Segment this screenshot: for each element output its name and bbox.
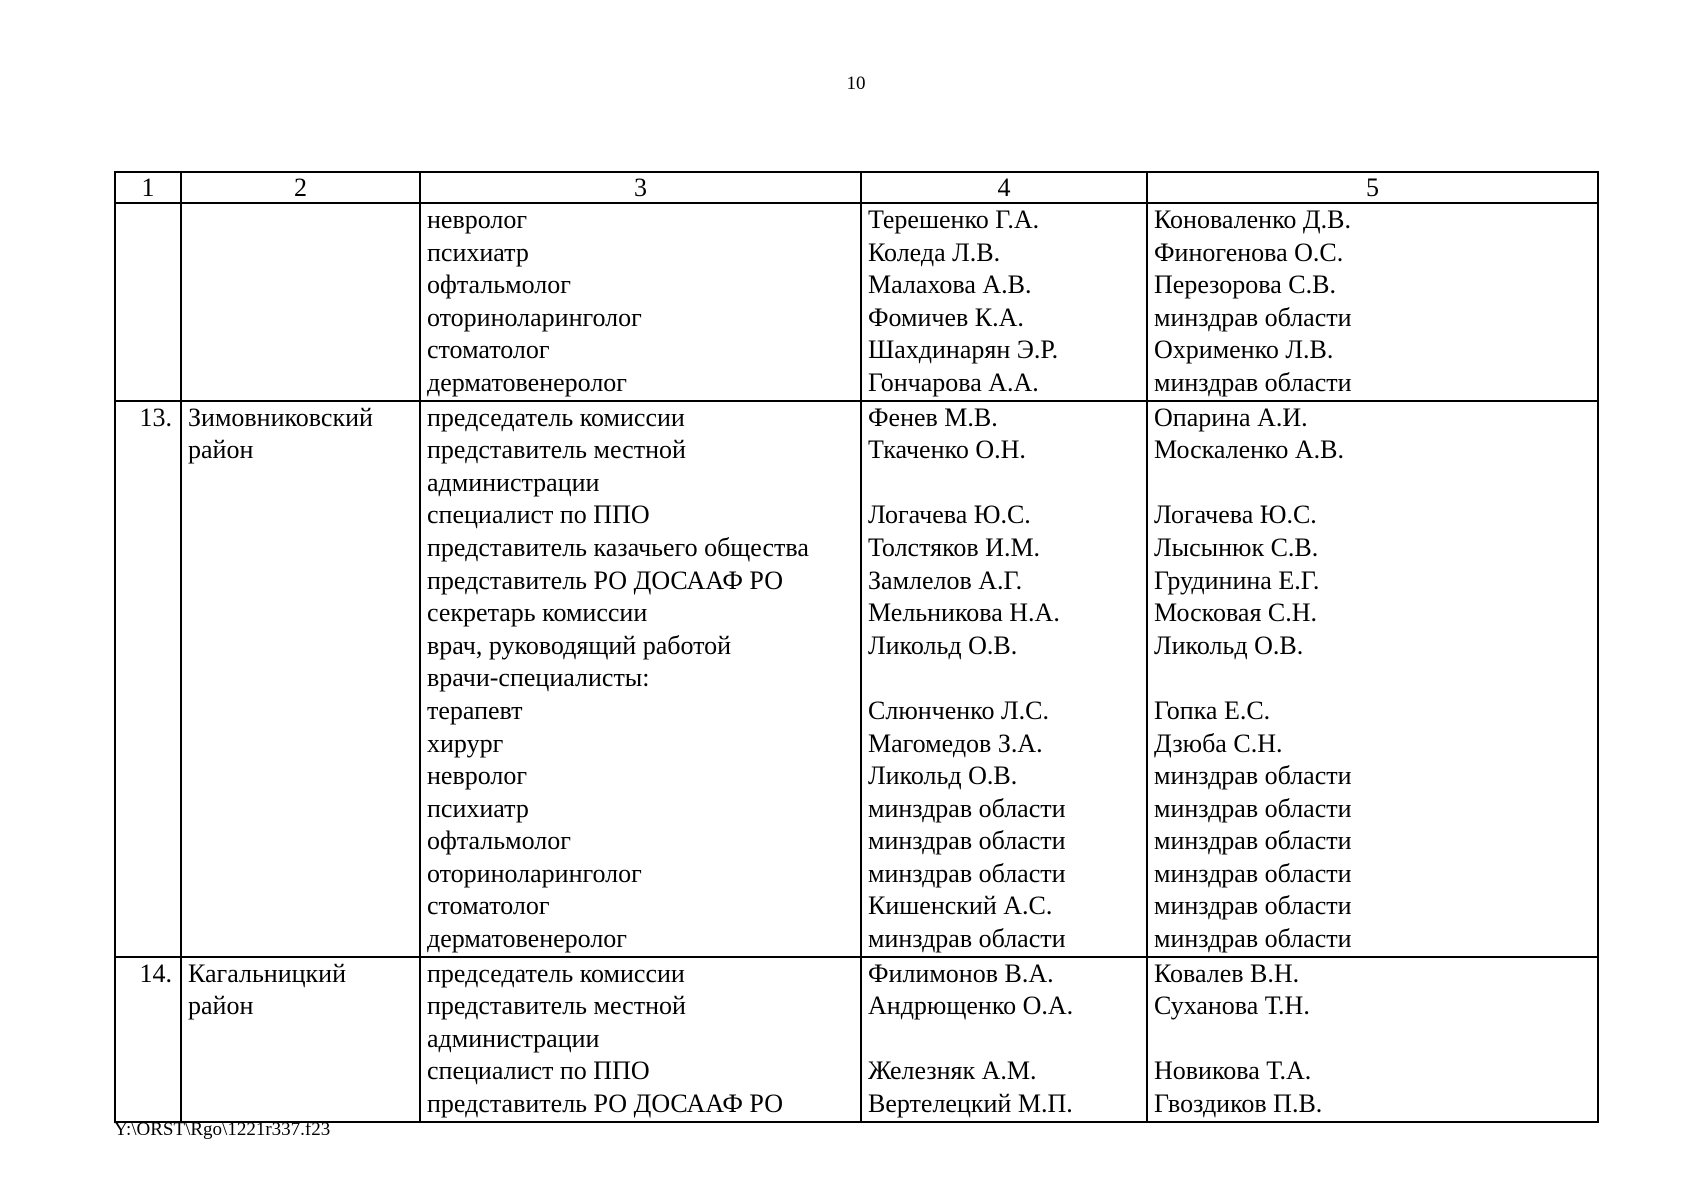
cell-line: Коледа Л.В.	[868, 237, 1001, 267]
cell-line	[182, 269, 419, 302]
cell-line: минздрав области	[1154, 761, 1352, 791]
cell-line: Москаленко А.В.	[1154, 435, 1345, 465]
column-header-3: 3	[420, 172, 861, 203]
cell-line: Гвоздиков П.В.	[1154, 1089, 1323, 1119]
cell-line: Фомичев К.А.	[868, 302, 1024, 332]
cell-line	[182, 1055, 419, 1088]
cell-line: невролог	[427, 761, 528, 791]
cell-line	[116, 467, 180, 500]
cell-line	[116, 237, 180, 270]
cell-line: оториноларинголог	[427, 858, 642, 888]
reserve-member-cell	[1147, 957, 1598, 1122]
cell-line: Логачева Ю.С.	[868, 500, 1031, 530]
cell-line: Ткаченко О.Н.	[868, 435, 1026, 465]
cell-line: Терешенко Г.А.	[868, 205, 1040, 234]
cell-line: оториноларинголог	[427, 302, 642, 332]
cell-line: Ликольд О.В.	[868, 630, 1018, 660]
column-header-2: 2	[181, 172, 420, 203]
cell-line: Гопка Е.С.	[1154, 695, 1271, 725]
cell-line: Малахова А.В.	[868, 270, 1032, 300]
file-path-footer: Y:\ORST\Rgo\1221r337.f23	[114, 1119, 331, 1140]
role-cell	[420, 401, 861, 957]
row-number-cell	[115, 203, 181, 401]
cell-line: представитель местной	[427, 435, 686, 465]
cell-line: терапевт	[427, 695, 523, 725]
cell-line: специалист по ППО	[427, 500, 650, 530]
cell-line: представитель РО ДОСААФ РО	[427, 565, 783, 595]
cell-line	[182, 695, 419, 728]
cell-line: Шахдинарян Э.Р.	[868, 335, 1059, 365]
cell-line: Фенев М.В.	[868, 402, 998, 432]
cell-line: специалист по ППО	[427, 1056, 650, 1086]
cell-line	[116, 532, 180, 565]
cell-line	[116, 302, 180, 335]
column-header-4: 4	[861, 172, 1147, 203]
cell-line: Опарина А.И.	[1154, 402, 1308, 432]
cell-line	[116, 695, 180, 728]
cell-line	[116, 728, 180, 761]
cell-line: минздрав области	[1154, 924, 1352, 954]
cell-line	[182, 630, 419, 663]
cell-line: район	[188, 435, 254, 465]
cell-line	[182, 825, 419, 858]
column-header-1: 1	[115, 172, 181, 203]
cell-line: стоматолог	[427, 891, 550, 921]
cell-line: Лысынюк С.В.	[1154, 532, 1319, 562]
cell-line: Зимовниковский	[188, 402, 373, 432]
cell-line	[116, 597, 180, 630]
cell-line: Ликольд О.В.	[868, 761, 1018, 791]
reserve-member-cell	[1147, 203, 1598, 401]
cell-line: минздрав области	[868, 858, 1066, 888]
cell-line	[116, 367, 180, 400]
cell-line: дерматовенеролог	[427, 367, 627, 397]
cell-line: председатель комиссии	[427, 958, 685, 988]
cell-line	[116, 630, 180, 663]
cell-line: 13.	[139, 402, 172, 432]
cell-line: Вертелецкий М.П.	[868, 1089, 1073, 1119]
cell-line	[182, 760, 419, 793]
cell-line: Слюнченко Л.С.	[868, 695, 1049, 725]
cell-line	[116, 334, 180, 367]
cell-line: Охрименко Л.В.	[1154, 335, 1334, 365]
cell-line: психиатр	[427, 793, 529, 823]
cell-line	[116, 760, 180, 793]
cell-line	[1148, 662, 1597, 695]
primary-member-cell	[861, 203, 1147, 401]
cell-line	[1148, 1023, 1597, 1056]
cell-line	[182, 367, 419, 400]
cell-line: администрации	[427, 467, 600, 497]
cell-line: хирург	[427, 728, 504, 758]
cell-line: Дзюба С.Н.	[1154, 728, 1283, 758]
cell-line: Железняк А.М.	[868, 1056, 1037, 1086]
cell-line	[116, 858, 180, 891]
cell-line	[116, 1088, 180, 1121]
cell-line: минздрав области	[1154, 793, 1352, 823]
cell-line: офтальмолог	[427, 270, 571, 300]
cell-line	[182, 204, 419, 237]
cell-line: Логачева Ю.С.	[1154, 500, 1317, 530]
cell-line: Ликольд О.В.	[1154, 630, 1304, 660]
cell-line	[1148, 467, 1597, 500]
cell-line	[182, 1088, 419, 1121]
cell-line: представитель РО ДОСААФ РО	[427, 1089, 783, 1119]
cell-line: Кишенский А.С.	[868, 891, 1053, 921]
cell-line	[182, 565, 419, 598]
cell-line: Грудинина Е.Г.	[1154, 565, 1320, 595]
cell-line: секретарь комиссии	[427, 598, 648, 628]
cell-line: Новикова Т.А.	[1154, 1056, 1312, 1086]
cell-line	[182, 858, 419, 891]
column-header-5: 5	[1147, 172, 1598, 203]
cell-line	[116, 269, 180, 302]
role-cell	[420, 957, 861, 1122]
cell-line: администрации	[427, 1023, 600, 1053]
cell-line: Толстяков И.М.	[868, 532, 1041, 562]
cell-line	[182, 793, 419, 826]
cell-line: район	[188, 991, 254, 1021]
cell-line: минздрав области	[1154, 826, 1352, 856]
cell-line: психиатр	[427, 237, 529, 267]
table-row	[115, 203, 1598, 401]
commission-table	[114, 171, 1599, 1123]
header-row	[115, 172, 1598, 203]
cell-line	[182, 532, 419, 565]
cell-line	[182, 334, 419, 367]
cell-line: минздрав области	[868, 924, 1066, 954]
district-cell	[181, 203, 420, 401]
cell-line	[862, 467, 1146, 500]
cell-line: офтальмолог	[427, 826, 571, 856]
primary-member-cell	[861, 957, 1147, 1122]
cell-line: Гончарова А.А.	[868, 367, 1039, 397]
cell-line: минздрав области	[1154, 891, 1352, 921]
cell-line: Суханова Т.Н.	[1154, 991, 1310, 1021]
cell-line: Московая С.Н.	[1154, 598, 1318, 628]
cell-line: минздрав области	[1154, 858, 1352, 888]
cell-line	[116, 923, 180, 956]
cell-line: Кагальницкий	[188, 958, 347, 988]
cell-line: Мельникова Н.А.	[868, 598, 1060, 628]
cell-line	[182, 499, 419, 532]
cell-line: Замлелов А.Г.	[868, 565, 1023, 595]
cell-line: врач, руководящий работой	[427, 630, 732, 660]
cell-line: представитель местной	[427, 991, 686, 1021]
cell-line: минздрав области	[868, 793, 1066, 823]
cell-line: председатель комиссии	[427, 402, 685, 432]
cell-line	[116, 499, 180, 532]
table-row	[115, 401, 1598, 957]
cell-line: минздрав области	[1154, 302, 1352, 332]
cell-line: невролог	[427, 205, 528, 234]
page-number: 10	[846, 73, 866, 94]
cell-line: 14.	[139, 958, 172, 988]
cell-line: Филимонов В.А.	[868, 958, 1054, 988]
cell-line	[116, 793, 180, 826]
row-number-cell	[115, 401, 181, 957]
cell-line	[116, 1055, 180, 1088]
cell-line: Магомедов З.А.	[868, 728, 1043, 758]
cell-line: стоматолог	[427, 335, 550, 365]
cell-line	[182, 467, 419, 500]
district-cell	[181, 957, 420, 1122]
cell-line	[116, 990, 180, 1023]
role-cell	[420, 203, 861, 401]
table-row	[115, 957, 1598, 1122]
cell-line	[116, 434, 180, 467]
district-cell	[181, 401, 420, 957]
cell-line: врачи-специалисты:	[427, 663, 650, 693]
cell-line	[116, 890, 180, 923]
cell-line	[116, 204, 180, 237]
reserve-member-cell	[1147, 401, 1598, 957]
cell-line	[182, 662, 419, 695]
row-number-cell	[115, 957, 181, 1122]
cell-line: Андрющенко О.А.	[868, 991, 1074, 1021]
cell-line	[182, 597, 419, 630]
cell-line	[182, 302, 419, 335]
cell-line	[182, 923, 419, 956]
cell-line: минздрав области	[868, 826, 1066, 856]
cell-line	[862, 1023, 1146, 1056]
cell-line	[182, 890, 419, 923]
cell-line	[182, 728, 419, 761]
cell-line: минздрав области	[1154, 367, 1352, 397]
cell-line: Коноваленко Д.В.	[1154, 205, 1351, 234]
cell-line	[862, 662, 1146, 695]
cell-line: Перезорова С.В.	[1154, 270, 1336, 300]
cell-line: Финогенова О.С.	[1154, 237, 1344, 267]
cell-line	[182, 1023, 419, 1056]
cell-line	[116, 565, 180, 598]
cell-line	[116, 825, 180, 858]
cell-line	[116, 662, 180, 695]
cell-line: Ковалев В.Н.	[1154, 958, 1300, 988]
cell-line	[182, 237, 419, 270]
cell-line: представитель казачьего общества	[427, 532, 809, 562]
cell-line: дерматовенеролог	[427, 924, 627, 954]
cell-line	[116, 1023, 180, 1056]
primary-member-cell	[861, 401, 1147, 957]
table-body	[115, 203, 1598, 1122]
